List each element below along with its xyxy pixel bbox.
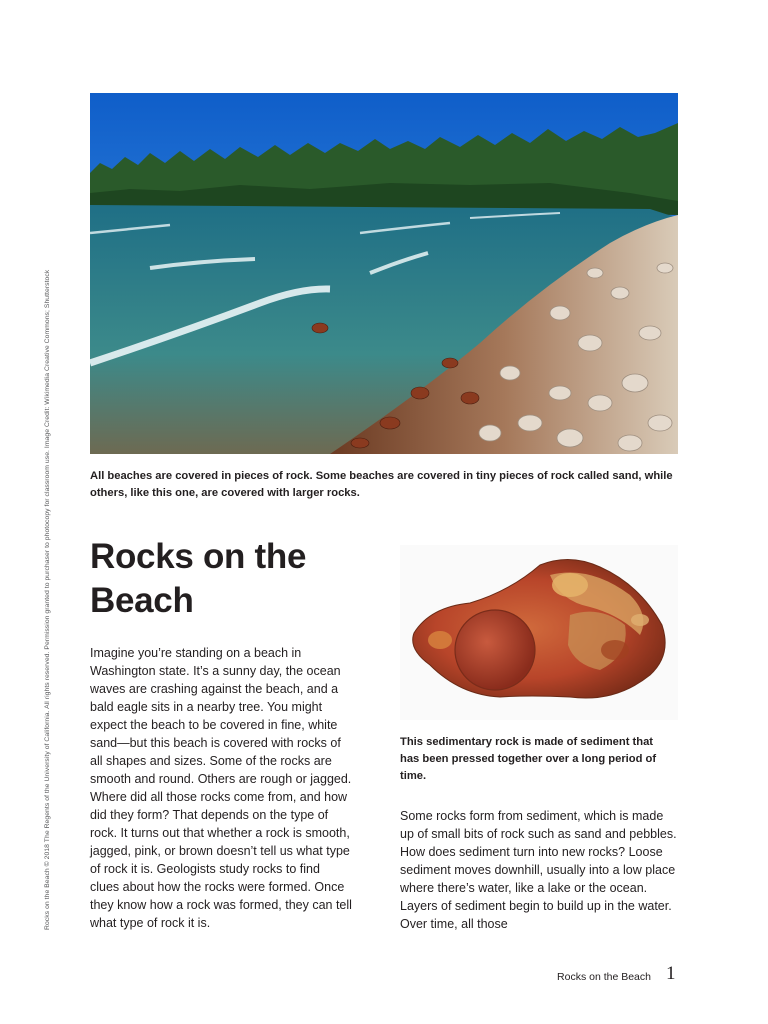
sedimentary-rock-photo bbox=[400, 545, 678, 720]
rock-photo-caption: This sedimentary rock is made of sediment that has been pressed together over a long period of time. bbox=[400, 736, 657, 782]
page-title: Rocks on the Beach bbox=[90, 537, 307, 620]
beach-photo bbox=[90, 93, 678, 454]
body-text-right-column: Some rocks form from sediment, which is made up of small bits of rock such as sand and pebbles. How does sediment turn into new rocks? Loose sediment moves downhill, usually into a low place where there’s water, like a lake or the ocean. Layers of sediment begin to build up in the water. Over time, all those bbox=[400, 809, 677, 931]
beach-photo-caption: All beaches are covered in pieces of rock. Some beaches are covered in tiny pieces of rock called sand, while others, like this one, are covered with larger rocks. bbox=[90, 470, 673, 499]
footer-title: Rocks on the Beach bbox=[557, 971, 651, 983]
page-number: 1 bbox=[666, 963, 676, 984]
image-credit-sidebar: Rocks on the Beach © 2018 The Regents of the University of California. All rights reserved. Permission granted to purchaser to photocopy for classroom use. Image Credit: Wikimedia Creative Commons; Shutterstock bbox=[44, 269, 51, 930]
body-text-left-column: Imagine you’re standing on a beach in Washington state. It’s a sunny day, the ocean waves are crashing against the beach, and a bald eagle sits in a nearby tree. You might expect the beach to be covered in fine, white sand—but this beach is covered with rocks of all shapes and sizes. Some of the rocks are smooth and round. Others are rough or jagged. Where did all those rocks come from, and how did they form? That depends on the type of rock. It turns out that whether a rock is smooth, jagged, pink, or brown doesn’t tell us what type of rock it is. Geologists study rocks to find clues about how the rocks were formed. Once they know how a rock was formed, they can tell what type of rock it is. bbox=[90, 646, 352, 930]
